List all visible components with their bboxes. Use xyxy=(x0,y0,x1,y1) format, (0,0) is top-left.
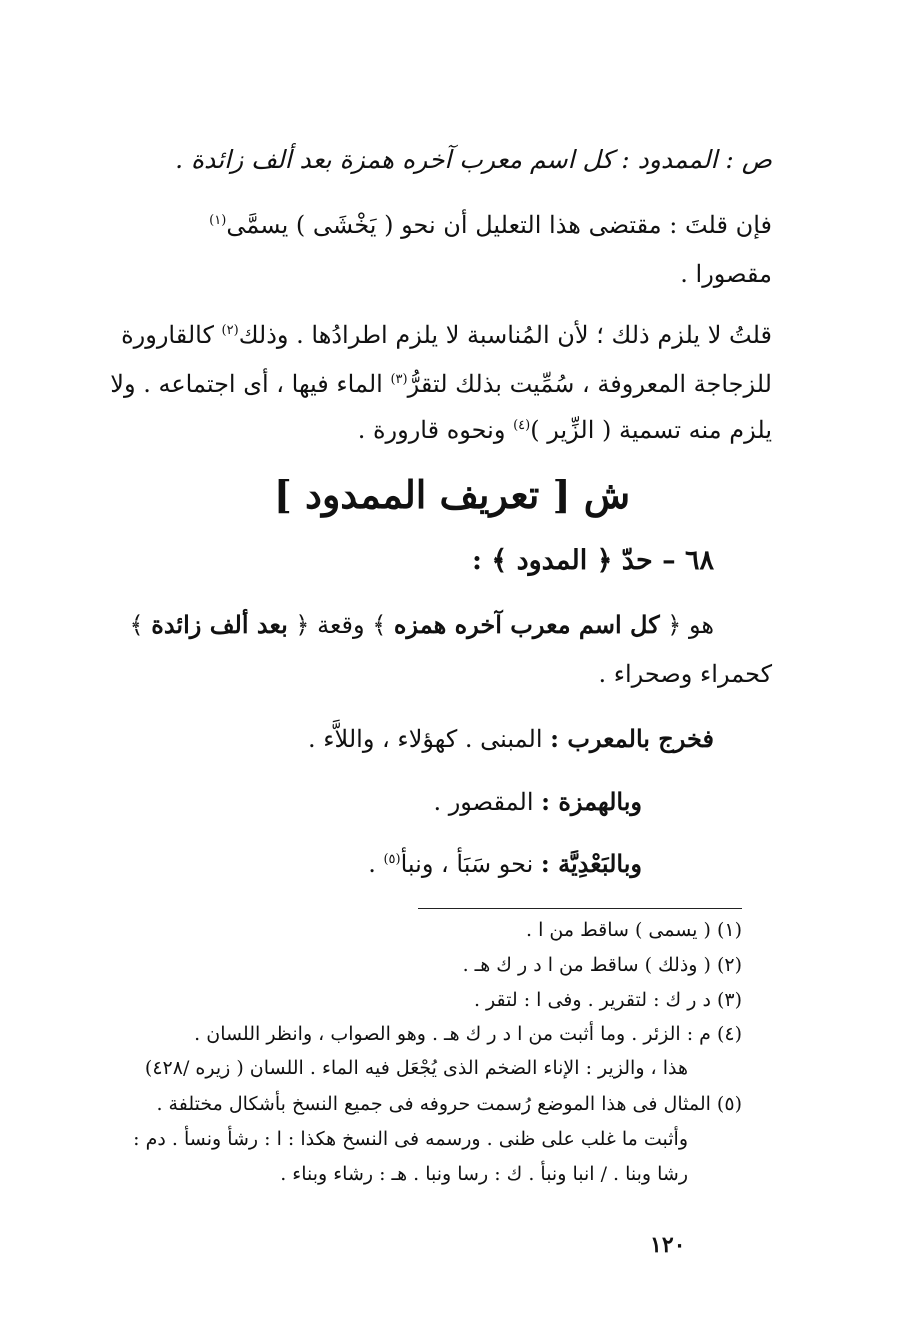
section-title: ش [ تعريف الممدود ] xyxy=(273,472,631,517)
para1-line1-text: فإن قلتَ : مقتضى هذا التعليل أن نحو ( يَخْشَى ) يسمَّى xyxy=(226,211,772,239)
para3-line1 xyxy=(60,608,714,642)
para2-line1-text-a: قلتُ لا يلزم ذلك ؛ لأن المُناسبة لا يلزم اطرادُها . وذلك xyxy=(238,321,772,349)
footnote-ref-3[interactable]: (٣) xyxy=(390,372,408,387)
matn-line xyxy=(60,143,772,177)
exclusion-1 xyxy=(60,722,714,756)
para3-quote-1: كل اسم معرب آخره همزه xyxy=(393,610,660,639)
exclusion-3-end: . xyxy=(368,850,384,878)
footnote-ref-1[interactable]: (١) xyxy=(209,213,227,228)
footnote-1: (١) ( يسمى ) ساقط من ا . xyxy=(526,919,742,941)
footnote-divider xyxy=(418,908,742,909)
para1-line2-text: مقصورا . xyxy=(680,260,772,288)
footnote-ref-4[interactable]: (٤) xyxy=(513,418,531,433)
para2-line3 xyxy=(60,413,772,447)
para2-line3-text-a: يلزم منه تسمية ( الزِّير ) xyxy=(530,416,772,444)
exclusion-2 xyxy=(60,785,642,819)
para1-line2 xyxy=(60,257,772,291)
para1-line1 xyxy=(60,208,772,242)
matn-text: ص : الممدود : كل اسم معرب آخره همزة بعد ألف زائدة . xyxy=(175,145,772,174)
footnote-2: (٢) ( وذلك ) ساقط من ا د ر ك هـ . xyxy=(462,954,742,976)
para2-line2-text-a: للزجاجة المعروفة ، سُمِّيت بذلك لتقرُّ xyxy=(407,370,772,398)
exclusion-3-text: نحو سَبَأ ، ونبأ xyxy=(400,850,541,878)
footnote-5-line3: رشا وبنا . / انبا ونبأ . ك : رسا ونبا . هـ : رشاء وبناء . xyxy=(280,1163,688,1185)
exclusion-3 xyxy=(60,847,642,881)
footnote-3: (٣) د ر ك : لتقرير . وفى ا : لتقر . xyxy=(473,989,742,1011)
para2-line2 xyxy=(60,367,772,401)
exclusion-1-label: فخرج بالمعرب : xyxy=(550,724,714,753)
para2-line1 xyxy=(60,318,772,352)
exclusion-2-text: المقصور . xyxy=(433,788,542,816)
heading-68: ٦٨ – حدّ ﴿ المدود ﴾ : xyxy=(472,545,714,576)
para3-line2 xyxy=(60,657,772,691)
footnote-ref-5[interactable]: (٥) xyxy=(383,852,401,867)
para2-line2-text-b: الماء فيها ، أى اجتماعه . ولا xyxy=(110,370,391,398)
exclusion-2-label: وبالهمزة : xyxy=(541,787,642,816)
para3-line2-text: كحمراء وصحراء . xyxy=(598,660,772,688)
para3-text-c: ﴾ وقعة ﴿ xyxy=(287,611,394,639)
exclusion-1-text: المبنى . كهؤلاء ، واللاَّء . xyxy=(307,725,551,753)
footnote-5-line1: (٥) المثال فى هذا الموضع رُسمت حروفه فى جميع النسخ بأشكال مختلفة . xyxy=(156,1093,742,1115)
exclusion-3-label: وبالبَعْدِيَّة : xyxy=(540,849,642,878)
para2-line3-text-b: ونحوه قارورة . xyxy=(357,416,514,444)
footnote-4-line1: (٤) م : الزئر . وما أثبت من ا د ر ك هـ . وهو الصواب ، وانظر اللسان . xyxy=(194,1023,742,1045)
para3-text-a: هو ﴿ xyxy=(659,611,714,639)
footnote-4-line2: هذا ، والزير : الإناء الضخم الذى يُجْعَل فيه الماء . اللسان ( زيره /٤٢٨) xyxy=(144,1057,688,1079)
para2-line1-text-b: كالقارورة xyxy=(121,321,222,349)
footnote-ref-2[interactable]: (٢) xyxy=(221,323,239,338)
page-number: ١٢٠ xyxy=(650,1232,686,1258)
para3-quote-2: بعد ألف زائدة xyxy=(151,610,288,639)
footnote-5-line2: وأثبت ما غلب على ظنى . ورسمه فى النسخ هكذا : ا : رشأ ونسأ . دم : xyxy=(133,1128,688,1150)
para3-text-e: ﴾ xyxy=(129,611,152,639)
